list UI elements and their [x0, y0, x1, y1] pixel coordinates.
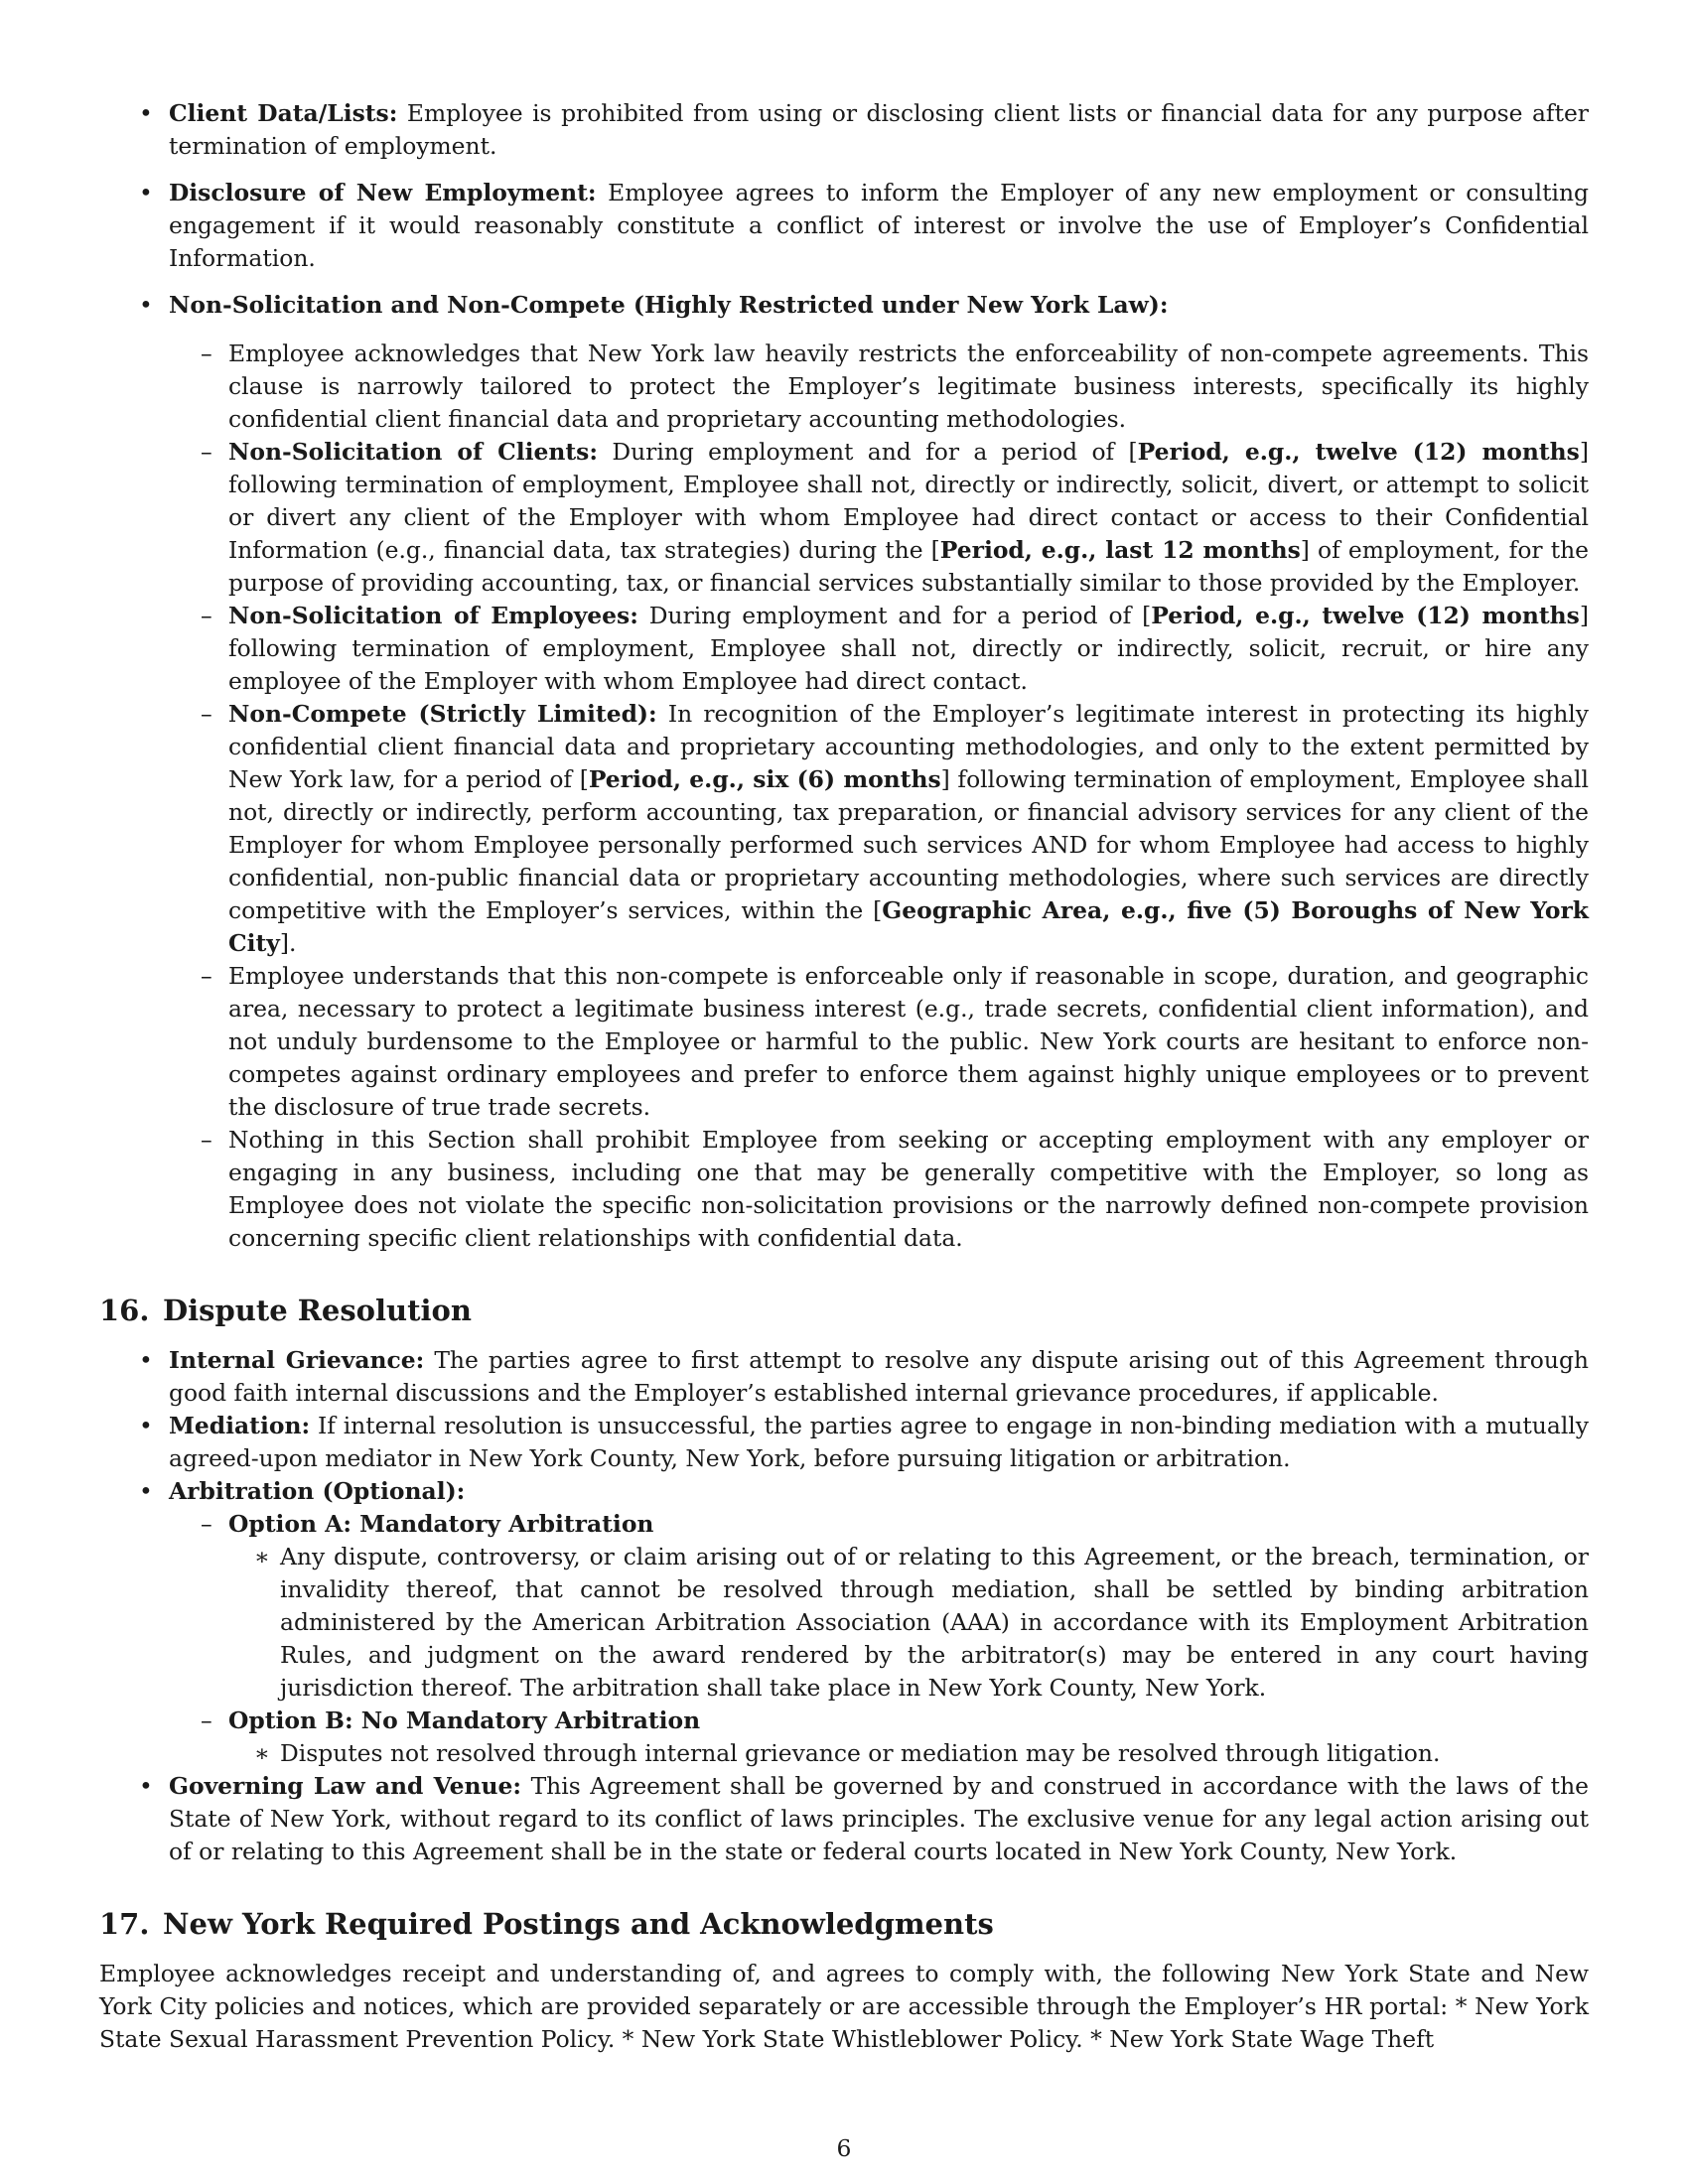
item-label: Non-Compete (Strictly Limited): — [228, 700, 657, 728]
list-item-disclosure — [99, 177, 1589, 275]
list-item-arbitration — [99, 1475, 1589, 1770]
item-label: Non-Solicitation of Employees: — [228, 602, 638, 629]
option-b-details — [169, 1737, 1589, 1770]
arbitration-options — [99, 1508, 1589, 1770]
placeholder-period: Period, e.g., last 12 months — [939, 536, 1301, 564]
item-label: Governing Law and Venue: — [169, 1772, 522, 1800]
placeholder-period: Period, e.g., six (6) months — [588, 765, 941, 793]
item-text: Disputes not resolved through internal grievance or mediation may be resolved through litigation. — [280, 1739, 1441, 1767]
item-text: ] following termination of employment, Employee shall not, directly or indirectly, solicit, recruit, or hire any employee of the Employer with whom Employee had direct contact. — [228, 602, 1589, 695]
list-item-mediation — [99, 1410, 1589, 1475]
document-page — [99, 97, 1589, 2056]
non-compete-sublist — [99, 338, 1589, 1255]
item-text: Nothing in this Section shall prohibit Employee from seeking or accepting employment with any employer or engaging in any business, including one that may be generally competitive with the Employer, so long as Employee does not violate the specific non-solicitation provisions or the narrowly defined non-compete provision concerning specific client relationships with confidential data. — [228, 1126, 1589, 1252]
sublist-item-intro — [169, 338, 1589, 436]
placeholder-period: Period, e.g., twelve (12) months — [1137, 438, 1580, 466]
list-item-non-solicitation — [99, 289, 1589, 1255]
sublist-item-non-compete — [169, 698, 1589, 960]
item-label: Disclosure of New Employment: — [169, 179, 597, 206]
restrictions-list — [99, 97, 1589, 1255]
section-title: Dispute Resolution — [163, 1294, 472, 1327]
item-text: Employee understands that this non-compete is enforceable only if reasonable in scope, duration, and geographic area, necessary to protect a legitimate business interest (e.g., trade secrets, confidential client information), and not unduly burdensome to the Employee or harmful to the public. New York courts are hesitant to enforce non-competes against ordinary employees and prefer to enforce them against highly unique employees or to prevent the disclosure of true trade secrets. — [228, 962, 1589, 1121]
item-text: This Agreement shall be governed by and construed in accordance with the laws of the State of New York, without regard to its conflict of laws principles. The exclusive venue for any legal action arising out of or relating to this Agreement shall be in the state or federal courts located in New York County, New York. — [169, 1772, 1589, 1865]
sublist-item-nothing — [169, 1124, 1589, 1255]
option-a-details — [169, 1541, 1589, 1705]
item-text: ] of employment, for the purpose of providing accounting, tax, or financial services substantially similar to those provided by the Employer. — [228, 536, 1590, 597]
section-title: New York Required Postings and Acknowledgments — [163, 1907, 994, 1941]
item-text: Employee agrees to inform the Employer of any new employment or consulting engagement if it would reasonably constitute a conflict of interest or involve the use of Employer’s Confidential Information. — [169, 179, 1589, 272]
item-text: In recognition of the Employer’s legitimate interest in protecting its highly confidential client financial data and proprietary accounting methodologies, and only to the extent permitted by New York law, for a period of [ — [228, 700, 1589, 793]
list-item-grievance — [99, 1344, 1589, 1410]
item-label: Internal Grievance: — [169, 1346, 425, 1374]
section-17-text: Employee acknowledges receipt and understanding of, and agrees to comply with, the following New York State and New York City policies and notices, which are provided separately or are accessible through the Employer’s HR portal: * New York State Sexual Harassment Prevention Policy. * New York State Whistleblower Policy. * New York State Wage Theft — [99, 1960, 1589, 2053]
section-number: 17. — [99, 1907, 150, 1941]
placeholder-geographic-area: Geographic Area, e.g., five (5) Boroughs of New York City — [228, 896, 1590, 957]
option-label: Option A: Mandatory Arbitration — [228, 1510, 654, 1538]
item-label: Arbitration (Optional): — [169, 1477, 466, 1505]
option-b — [169, 1705, 1589, 1770]
item-text: Employee is prohibited from using or disclosing client lists or financial data for any purpose after termination of employment. — [169, 99, 1589, 160]
sublist-item-employees — [169, 600, 1589, 698]
item-label: Mediation: — [169, 1412, 311, 1439]
item-text: During employment and for a period of [ — [597, 438, 1138, 466]
item-text: ]. — [279, 929, 297, 957]
placeholder-period: Period, e.g., twelve (12) months — [1151, 602, 1580, 629]
dispute-list — [99, 1344, 1589, 1868]
item-text: During employment and for a period of [ — [637, 602, 1152, 629]
item-text: If internal resolution is unsuccessful, the parties agree to engage in non-binding mediation with a mutually agreed-upon mediator in New York County, New York, before pursuing litigation or arbitration. — [169, 1412, 1589, 1472]
list-item-client-data — [99, 97, 1589, 163]
list-item-governing-law — [99, 1770, 1589, 1868]
sublist-item-clients — [169, 436, 1589, 600]
item-heading: Non-Solicitation and Non-Compete (Highly Restricted under New York Law): — [169, 291, 1169, 319]
item-text: Employee acknowledges that New York law heavily restricts the enforceability of non-compete agreements. This clause is narrowly tailored to protect the Employer’s legitimate business interests, specifically its highly confidential client financial data and proprietary accounting methodologies. — [228, 340, 1589, 433]
option-a-detail — [228, 1541, 1589, 1705]
page-number: 6 — [836, 2134, 852, 2162]
item-text: The parties agree to first attempt to resolve any dispute arising out of this Agreement through good faith internal discussions and the Employer’s established internal grievance procedures, if applicable. — [169, 1346, 1589, 1407]
section-number: 16. — [99, 1294, 150, 1327]
section-heading-16 — [99, 1291, 1589, 1330]
option-a — [169, 1508, 1589, 1705]
option-label: Option B: No Mandatory Arbitration — [228, 1706, 701, 1734]
item-label: Client Data/Lists: — [169, 99, 398, 127]
section-heading-17 — [99, 1904, 1589, 1944]
item-label: Non-Solicitation of Clients: — [228, 438, 598, 466]
item-text: ] following termination of employment, Employee shall not, directly or indirectly, perform accounting, tax preparation, or financial advisory services for any client of the Employer for whom Employee personally performed such services AND for whom Employee had access to highly confidential, non-public financial data or proprietary accounting methodologies, where such services are directly competitive with the Employer’s services, within the [ — [228, 765, 1590, 924]
option-b-detail — [228, 1737, 1589, 1770]
sublist-item-understands — [169, 960, 1589, 1124]
item-text: ] following termination of employment, Employee shall not, directly or indirectly, solicit, divert, or attempt to solicit or divert any client of the Employer with whom Employee had direct contact or access to their Confidential Information (e.g., financial data, tax strategies) during the [ — [228, 438, 1589, 564]
item-text: Any dispute, controversy, or claim arising out of or relating to this Agreement, or the breach, termination, or invalidity thereof, that cannot be resolved through mediation, shall be settled by binding arbitration administered by the American Arbitration Association (AAA) in accordance with its Employment Arbitration Rules, and judgment on the award rendered by the arbitrator(s) may be entered in any court having jurisdiction thereof. The arbitration shall take place in New York County, New York. — [280, 1543, 1589, 1702]
